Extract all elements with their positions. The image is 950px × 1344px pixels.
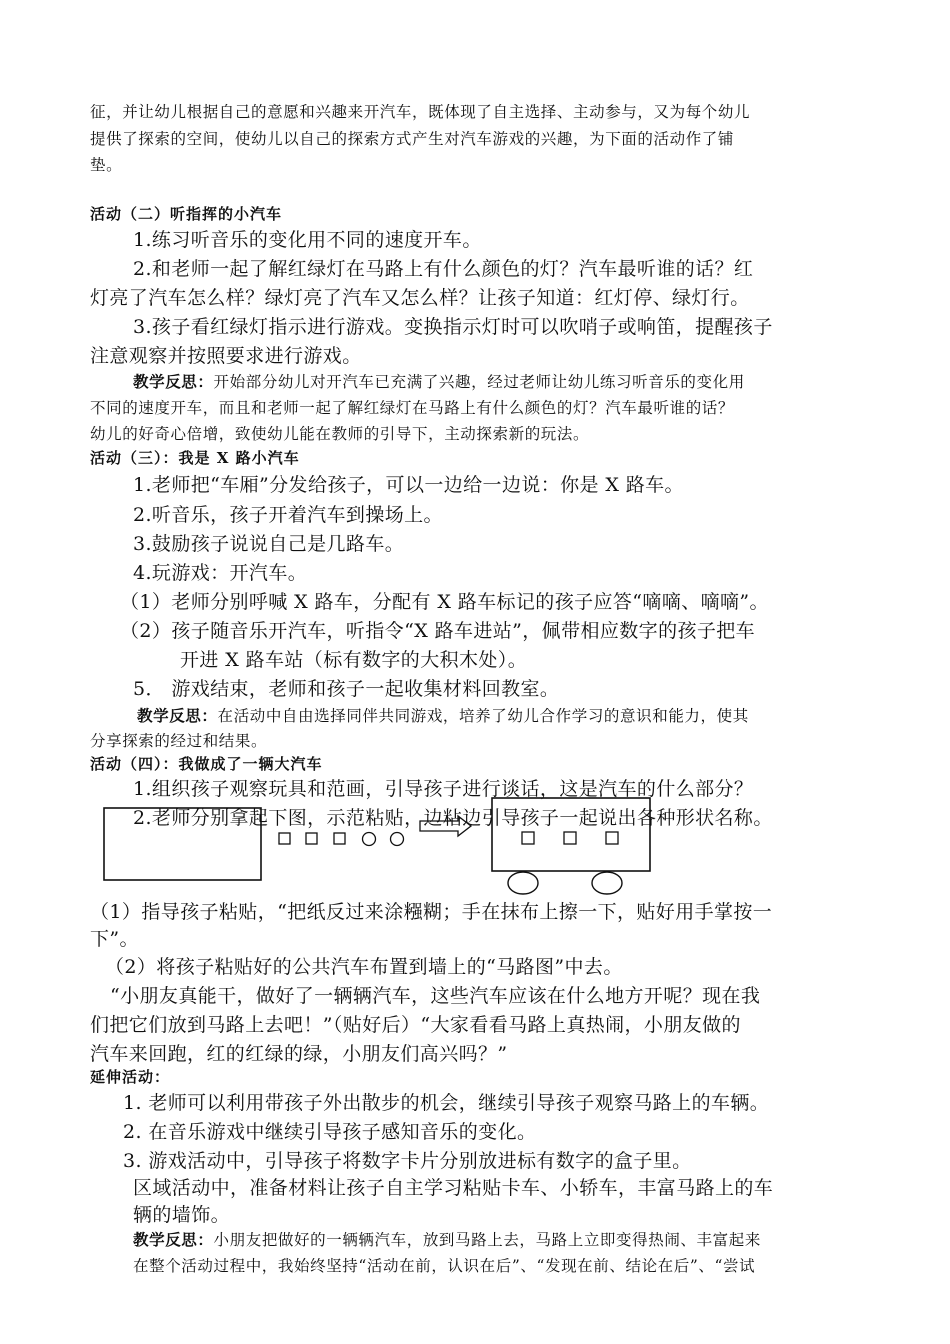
activity-2-reflection-line-1	[133, 370, 745, 392]
intro-line-2: 提供了探索的空间，使幼儿以自己的探索方式产生对汽车游戏的兴趣，为下面的活动作了铺	[90, 130, 735, 148]
activity-3-step-2: 2.听音乐，孩子开着汽车到操场上。	[133, 504, 443, 526]
bus-assembly-diagram	[90, 785, 810, 910]
activity-4-quote-line-3: 汽车来回跑，红的红绿的绿，小朋友们高兴吗？”	[90, 1043, 508, 1065]
activity-2-reflection-line-3: 幼儿的好奇心倍增，致使幼儿能在教师的引导下，主动探索新的玩法。	[90, 425, 590, 443]
small-circle-2	[391, 833, 404, 846]
extension-item-1: 1. 老师可以利用带孩子外出散步的机会，继续引导孩子观察马路上的车辆。	[123, 1092, 770, 1114]
activity-2-step-1: 1.练习听音乐的变化用不同的速度开车。	[133, 229, 482, 251]
activity-4-step-2: 2.老师分别拿起下图，示范粘贴，边粘边引导孩子一起说出各种形状名称。	[133, 807, 773, 829]
small-square-3	[334, 833, 345, 844]
intro-line-3: 垫。	[90, 156, 123, 174]
activity-4-step-2-1b: 下”。	[90, 928, 139, 950]
reflection-text: 在活动中自由选择同伴共同游戏，培养了幼儿合作学习的意识和能力，使其	[217, 707, 749, 725]
activity-2-step-2b: 灯亮了汽车怎么样？绿灯亮了汽车又怎么样？让孩子知道：红灯停、绿灯行。	[90, 287, 750, 309]
small-square-2	[306, 833, 317, 844]
activity-4-quote-line-1: “小朋友真能干，做好了一辆辆汽车，这些汽车应该在什么地方开呢？现在我	[110, 985, 761, 1007]
activity-2-step-3a: 3.孩子看红绿灯指示进行游戏。变换指示灯时可以吹哨子或响笛，提醒孩子	[133, 316, 773, 338]
paper-rectangle	[104, 808, 261, 880]
extension-item-3: 3. 游戏活动中，引导孩子将数字卡片分别放进标有数字的盒子里。	[123, 1150, 692, 1172]
small-square-1	[279, 833, 290, 844]
activity-4-heading: 活动（四）：我做成了一辆大汽车	[90, 755, 323, 773]
extension-region-line-1: 区域活动中，准备材料让孩子自主学习粘贴卡车、小轿车，丰富马路上的车	[133, 1177, 774, 1199]
small-circle-1	[363, 833, 376, 846]
arrow-right-icon	[420, 816, 471, 836]
activity-4-step-2-2: （2）将孩子粘贴好的公共汽车布置到墙上的“马路图”中去。	[105, 956, 623, 978]
bus-icon	[492, 798, 650, 894]
activity-3-step-5: 5． 游戏结束，老师和孩子一起收集材料回教室。	[133, 678, 560, 700]
activity-3-step-4: 4.玩游戏：开汽车。	[133, 562, 308, 584]
reflection-label: 教学反思：	[133, 1230, 214, 1249]
activity-3-step-1: 1.老师把“车厢”分发给孩子，可以一边给一边说：你是 X 路车。	[133, 474, 684, 496]
activity-3-heading: 活动（三）：我是 X 路小汽车	[90, 449, 300, 467]
activity-4-quote-line-2: 们把它们放到马路上去吧！”（贴好后）“大家看看马路上真热闹，小朋友做的	[90, 1014, 741, 1036]
activity-3-step-4-2b: 开进 X 路车站（标有数字的大积木处）。	[180, 649, 528, 671]
activity-2-step-2a: 2.和老师一起了解红绿灯在马路上有什么颜色的灯？汽车最听谁的话？红	[133, 258, 754, 280]
activity-3-reflection-line-1	[137, 704, 749, 726]
extension-reflection-line-1	[133, 1228, 761, 1250]
activity-2-step-3b: 注意观察并按照要求进行游戏。	[90, 345, 362, 367]
activity-4-step-1: 1.组织孩子观察玩具和范画，引导孩子进行谈话，这是汽车的什么部分？	[133, 778, 754, 800]
activity-3-step-3: 3.鼓励孩子说说自己是几路车。	[133, 533, 405, 555]
activity-3-step-4-1: （1）老师分别呼喊 X 路车，分配有 X 路车标记的孩子应答“嘀嘀、嘀嘀”。	[120, 591, 769, 613]
extension-reflection-line-2: 在整个活动过程中，我始终坚持“活动在前，认识在后”、“发现在前、结论在后”、“尝试	[133, 1257, 756, 1275]
intro-line-1: 征，并让幼儿根据自己的意愿和兴趣来开汽车，既体现了自主选择、主动参与，又为每个幼儿	[90, 103, 751, 121]
reflection-label: 教学反思：	[133, 372, 214, 391]
activity-2-reflection-line-2: 不同的速度开车，而且和老师一起了解红绿灯在马路上有什么颜色的灯？汽车最听谁的话？	[90, 399, 735, 417]
reflection-text: 开始部分幼儿对开汽车已充满了兴趣，经过老师让幼儿练习听音乐的变化用	[213, 373, 745, 391]
extension-region-line-2: 辆的墙饰。	[133, 1204, 231, 1226]
extension-item-2: 2. 在音乐游戏中继续引导孩子感知音乐的变化。	[123, 1121, 537, 1143]
reflection-label: 教学反思：	[137, 706, 218, 725]
extension-heading: 延伸活动：	[90, 1068, 171, 1086]
activity-4-step-2-1a: （1）指导孩子粘贴，“把纸反过来涂糨糊；手在抹布上擦一下，贴好用手掌按一	[90, 901, 773, 923]
activity-3-reflection-line-2: 分享探索的经过和结果。	[90, 732, 268, 750]
reflection-text: 小朋友把做好的一辆辆汽车，放到马路上去，马路上立即变得热闹、丰富起来	[213, 1231, 761, 1249]
activity-3-step-4-2a: （2）孩子随音乐开汽车，听指令“X 路车进站”，佩带相应数字的孩子把车	[120, 620, 756, 642]
activity-2-heading: 活动（二）听指挥的小汽车	[90, 205, 283, 223]
